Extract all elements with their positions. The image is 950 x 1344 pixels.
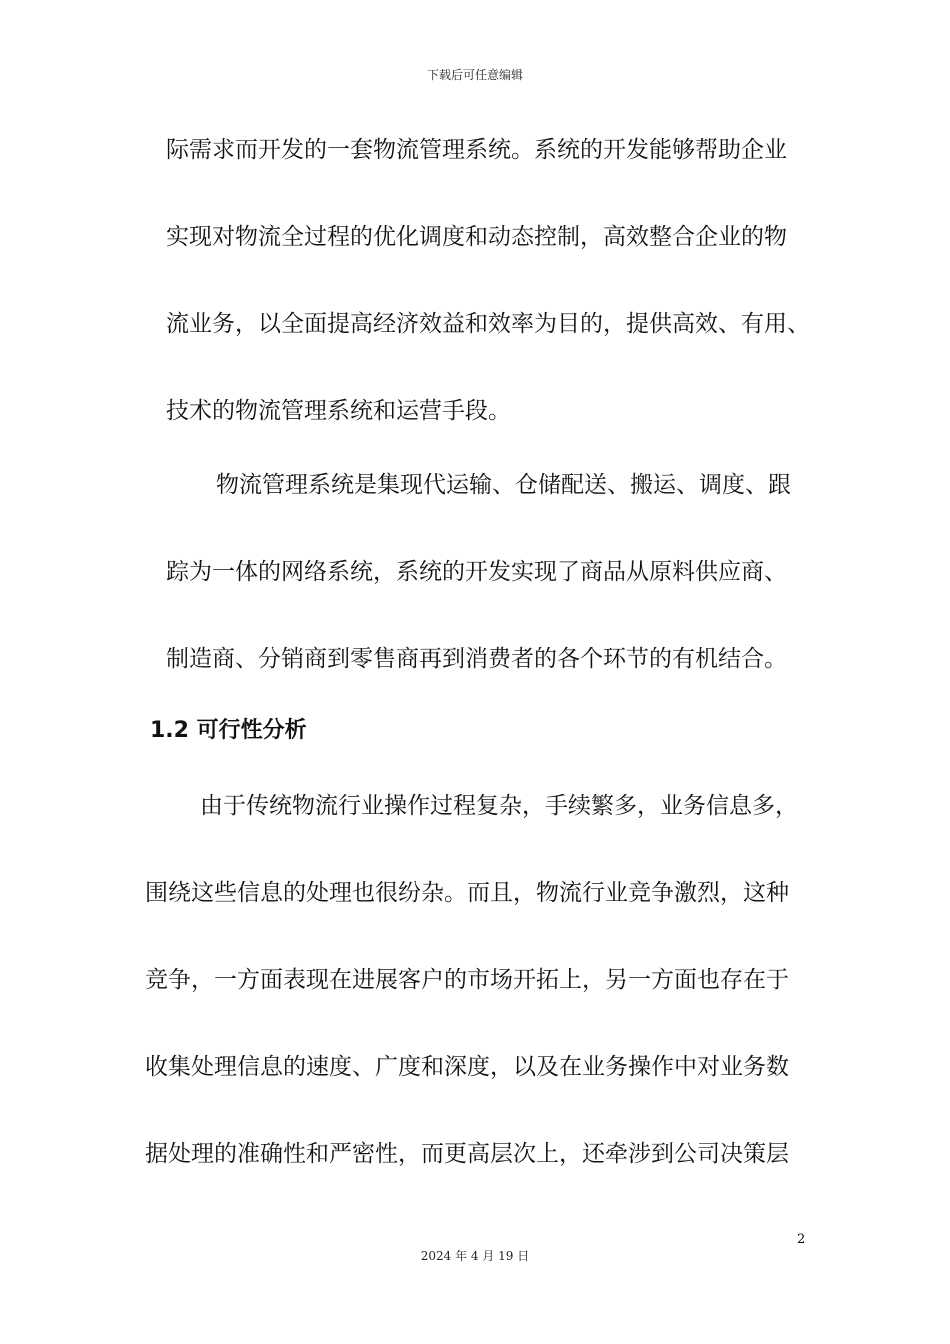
paragraph-1-line-4: 技术的物流管理系统和运营手段。 <box>166 398 511 424</box>
paragraph-2-line-1: 物流管理系统是集现代运输、仓储配送、搬运、调度、跟 <box>216 472 791 498</box>
paragraph-3-line-5: 据处理的准确性和严密性，而更高层次上，还牵涉到公司决策层 <box>145 1141 789 1167</box>
section-heading: 1.2 可行性分析 <box>150 718 307 743</box>
paragraph-3-line-4: 收集处理信息的速度、广度和深度，以及在业务操作中对业务数 <box>145 1054 789 1080</box>
paragraph-3-line-3: 竞争，一方面表现在进展客户的市场开拓上，另一方面也存在于 <box>145 967 789 993</box>
paragraph-2-line-2: 踪为一体的网络系统，系统的开发实现了商品从原料供应商、 <box>166 559 787 585</box>
footer-date: 2024 年 4 月 19 日 <box>420 1249 530 1263</box>
page-number: 2 <box>797 1232 806 1247</box>
paragraph-3-line-2: 围绕这些信息的处理也很纷杂。而且，物流行业竞争激烈，这种 <box>145 880 789 906</box>
paragraph-1-line-2: 实现对物流全过程的优化调度和动态控制，高效整合企业的物 <box>166 224 787 250</box>
paragraph-2-line-3: 制造商、分销商到零售商再到消费者的各个环节的有机结合。 <box>166 646 787 672</box>
page-header-note: 下载后可任意编辑 <box>426 68 523 82</box>
paragraph-1-line-3: 流业务，以全面提高经济效益和效率为目的，提供高效、有用、 <box>166 311 810 337</box>
paragraph-1-line-1: 际需求而开发的一套物流管理系统。系统的开发能够帮助企业 <box>166 137 787 163</box>
paragraph-3-line-1: 由于传统物流行业操作过程复杂，手续繁多，业务信息多， <box>200 793 798 819</box>
